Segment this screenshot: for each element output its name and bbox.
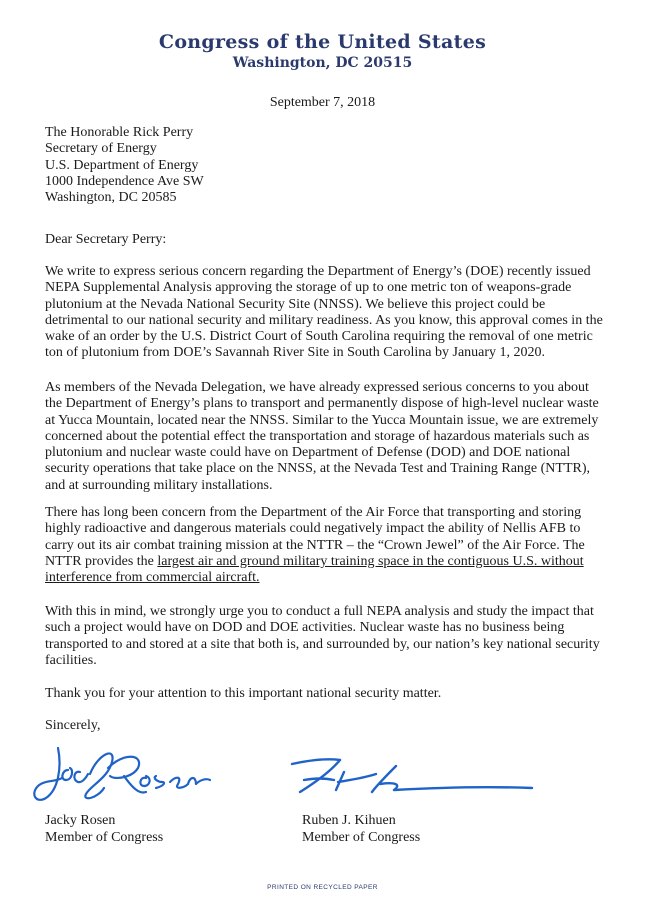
footer-recycled-paper: PRINTED ON RECYCLED PAPER (267, 884, 378, 891)
salutation: Dear Secretary Perry: (45, 232, 167, 247)
body-paragraph-4: With this in mind, we strongly urge you to conduct a full NEPA analysis and study the impact that such a project would have on DOD and DOE activities. Nuclear waste has no business being transported to and stored at a site that both is, and surrounded by, our nation’s key national security facilities. (45, 604, 600, 668)
recipient-address (45, 125, 605, 206)
letterhead (0, 30, 645, 72)
body-paragraph-5: Thank you for your attention to this important national security matter. (45, 686, 442, 701)
signer-title: Member of Congress (45, 830, 164, 845)
paragraph-text: There has long been concern from the Department of the Air Force that transporting and storing highly radioactive and dangerous materials could negatively impact the ability of Nellis AFB to carry out its air combat training mission at the NTTR – the “Crown Jewel” of the Air Force. The NTTR provides the (45, 505, 585, 569)
signer-name: Ruben J. Kihuen (302, 813, 396, 828)
letterhead-title: Congress of the United States (158, 31, 487, 53)
body-paragraph-1: We write to express serious concern regarding the Department of Energy’s (DOE) recently issued NEPA Supplemental Analysis approving the storage of up to one metric ton of weapons-grade plutonium at the Nevada National Security Site (NNSS). We believe this project could be detrimental to our national security and military readiness. As you know, this approval comes in the wake of an order by the U.S. District Court of South Carolina requiring the removal of one metric ton of plutonium from DOE’s Savannah River Site in South Carolina by January 1, 2020. (45, 264, 603, 361)
body-paragraph-2: As members of the Nevada Delegation, we have already expressed serious concerns to you about the Department of Energy’s plans to transport and permanently dispose of high-level nuclear waste at Yucca Mountain, located near the NNSS. Similar to the Yucca Mountain issue, we are extremely concerned about the potential effect the transportation and storage of hazardous materials such as plutonium and nuclear waste could have on Department of Defense (DOD) and DOE national security operations that take place on the NNSS, at the Nevada Test and Training Range (NTTR), and at surrounding military installations. (45, 380, 599, 493)
recipient-line: 1000 Independence Ave SW (45, 173, 204, 189)
body-paragraph-3 (45, 505, 605, 586)
recipient-line: Washington, DC 20585 (45, 190, 177, 206)
recipient-line: Secretary of Energy (45, 141, 157, 157)
recipient-line: U.S. Department of Energy (45, 157, 199, 173)
rosen-signature (28, 738, 218, 813)
letter-date: September 7, 2018 (269, 95, 376, 110)
letterhead-city: Washington, DC 20515 (232, 55, 413, 71)
signer-title: Member of Congress (302, 830, 421, 845)
signer-name: Jacky Rosen (45, 813, 116, 828)
signer-rosen (45, 812, 163, 846)
signer-kihuen (302, 812, 420, 846)
recipient-line: The Honorable Rick Perry (45, 125, 194, 140)
underlined-text: largest air and ground military training space in the contiguous U.S. without interference from commercial aircraft. (45, 553, 584, 586)
kihuen-signature (290, 752, 540, 814)
closing: Sincerely, (45, 718, 101, 733)
